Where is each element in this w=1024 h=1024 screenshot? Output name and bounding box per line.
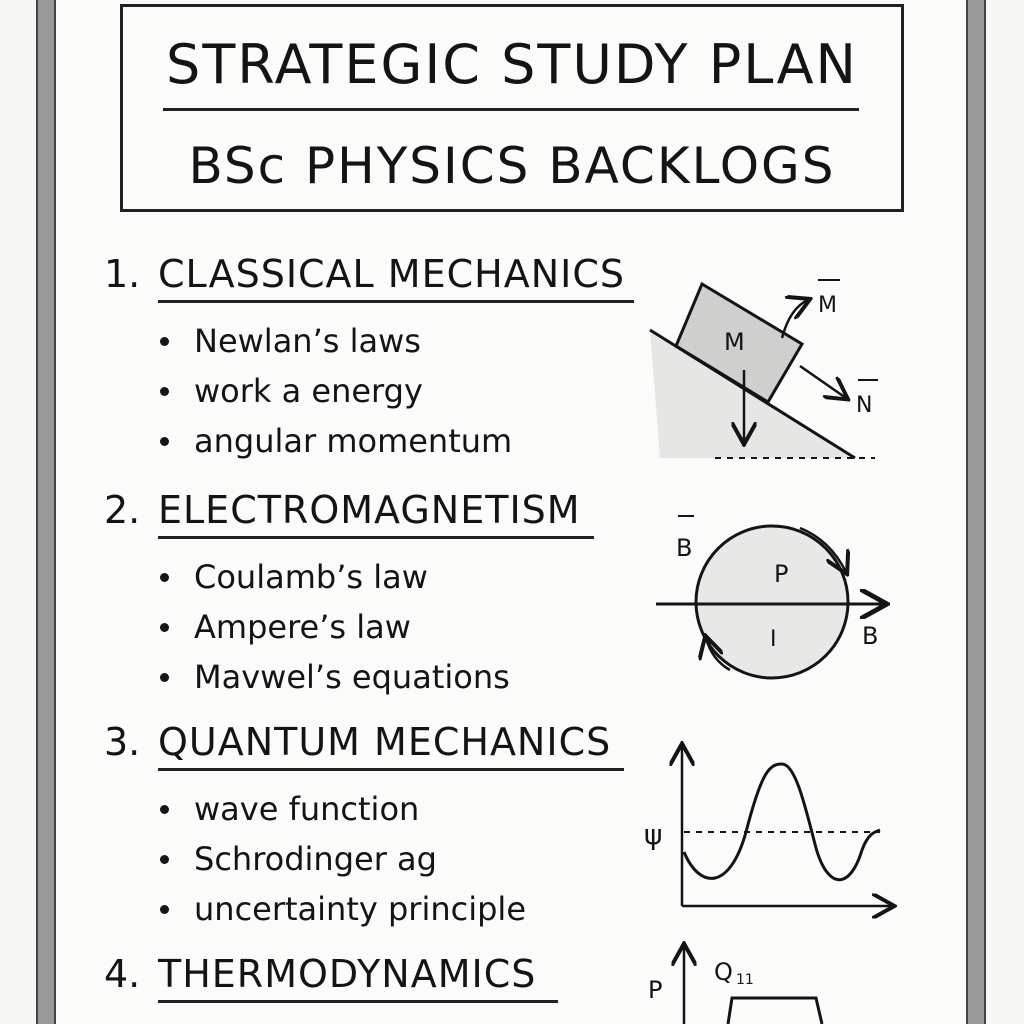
section-electromagnetism bbox=[104, 488, 664, 702]
force-label-right: N bbox=[856, 393, 873, 418]
list-item: Mavwel’s equations bbox=[104, 652, 664, 702]
section-number: 1. bbox=[104, 252, 141, 296]
section-number: 4. bbox=[104, 952, 141, 996]
force-arrow-right bbox=[800, 366, 846, 398]
process-curve bbox=[728, 998, 822, 1024]
current-label: I bbox=[770, 627, 777, 652]
section-underline bbox=[158, 1000, 558, 1003]
section-underline bbox=[158, 768, 624, 771]
field-loop-circle bbox=[696, 526, 848, 678]
heat-label: Q bbox=[714, 958, 733, 986]
section-number: 2. bbox=[104, 488, 141, 532]
list-item: Newlan’s laws bbox=[104, 316, 664, 366]
psi-label: ψ bbox=[644, 818, 663, 851]
page-subtitle: BSc PHYSICS BACKLOGS bbox=[188, 137, 836, 195]
section-thermodynamics bbox=[104, 952, 664, 1008]
page-title: STRATEGIC STUDY PLAN bbox=[166, 33, 858, 96]
section-underline bbox=[158, 536, 594, 539]
heat-label-subscript: 11 bbox=[736, 972, 754, 988]
section-number: 3. bbox=[104, 720, 141, 764]
title-divider bbox=[163, 108, 859, 111]
field-label-top: B bbox=[676, 534, 693, 562]
section-classical-mechanics bbox=[104, 252, 664, 466]
list-item: uncertainty principle bbox=[104, 884, 664, 934]
force-arrow-up bbox=[782, 300, 808, 338]
right-frame-rail bbox=[966, 0, 986, 1024]
list-item: Schrodinger ag bbox=[104, 834, 664, 884]
field-label-right: B bbox=[862, 622, 879, 650]
block-label: M bbox=[724, 328, 745, 356]
force-label-top: M bbox=[818, 293, 837, 318]
point-label: P bbox=[774, 560, 789, 588]
list-item: angular momentum bbox=[104, 416, 664, 466]
title-box bbox=[120, 4, 904, 212]
section-title: THERMODYNAMICS bbox=[158, 952, 537, 996]
wave-function-plot bbox=[640, 740, 900, 920]
incline-block-diagram bbox=[640, 270, 890, 470]
list-item: Ampere’s law bbox=[104, 602, 664, 652]
wave-curve bbox=[684, 764, 880, 880]
section-title: ELECTROMAGNETISM bbox=[158, 488, 581, 532]
section-quantum-mechanics bbox=[104, 720, 664, 934]
pressure-label: P bbox=[648, 976, 663, 1004]
magnetic-loop-diagram bbox=[650, 510, 900, 690]
section-title: CLASSICAL MECHANICS bbox=[158, 252, 625, 296]
list-item: work a energy bbox=[104, 366, 664, 416]
pv-diagram bbox=[640, 940, 870, 1024]
left-frame-rail bbox=[36, 0, 56, 1024]
list-item: Coulamb’s law bbox=[104, 552, 664, 602]
section-title: QUANTUM MECHANICS bbox=[158, 720, 612, 764]
section-underline bbox=[158, 300, 634, 303]
list-item: wave function bbox=[104, 784, 664, 834]
